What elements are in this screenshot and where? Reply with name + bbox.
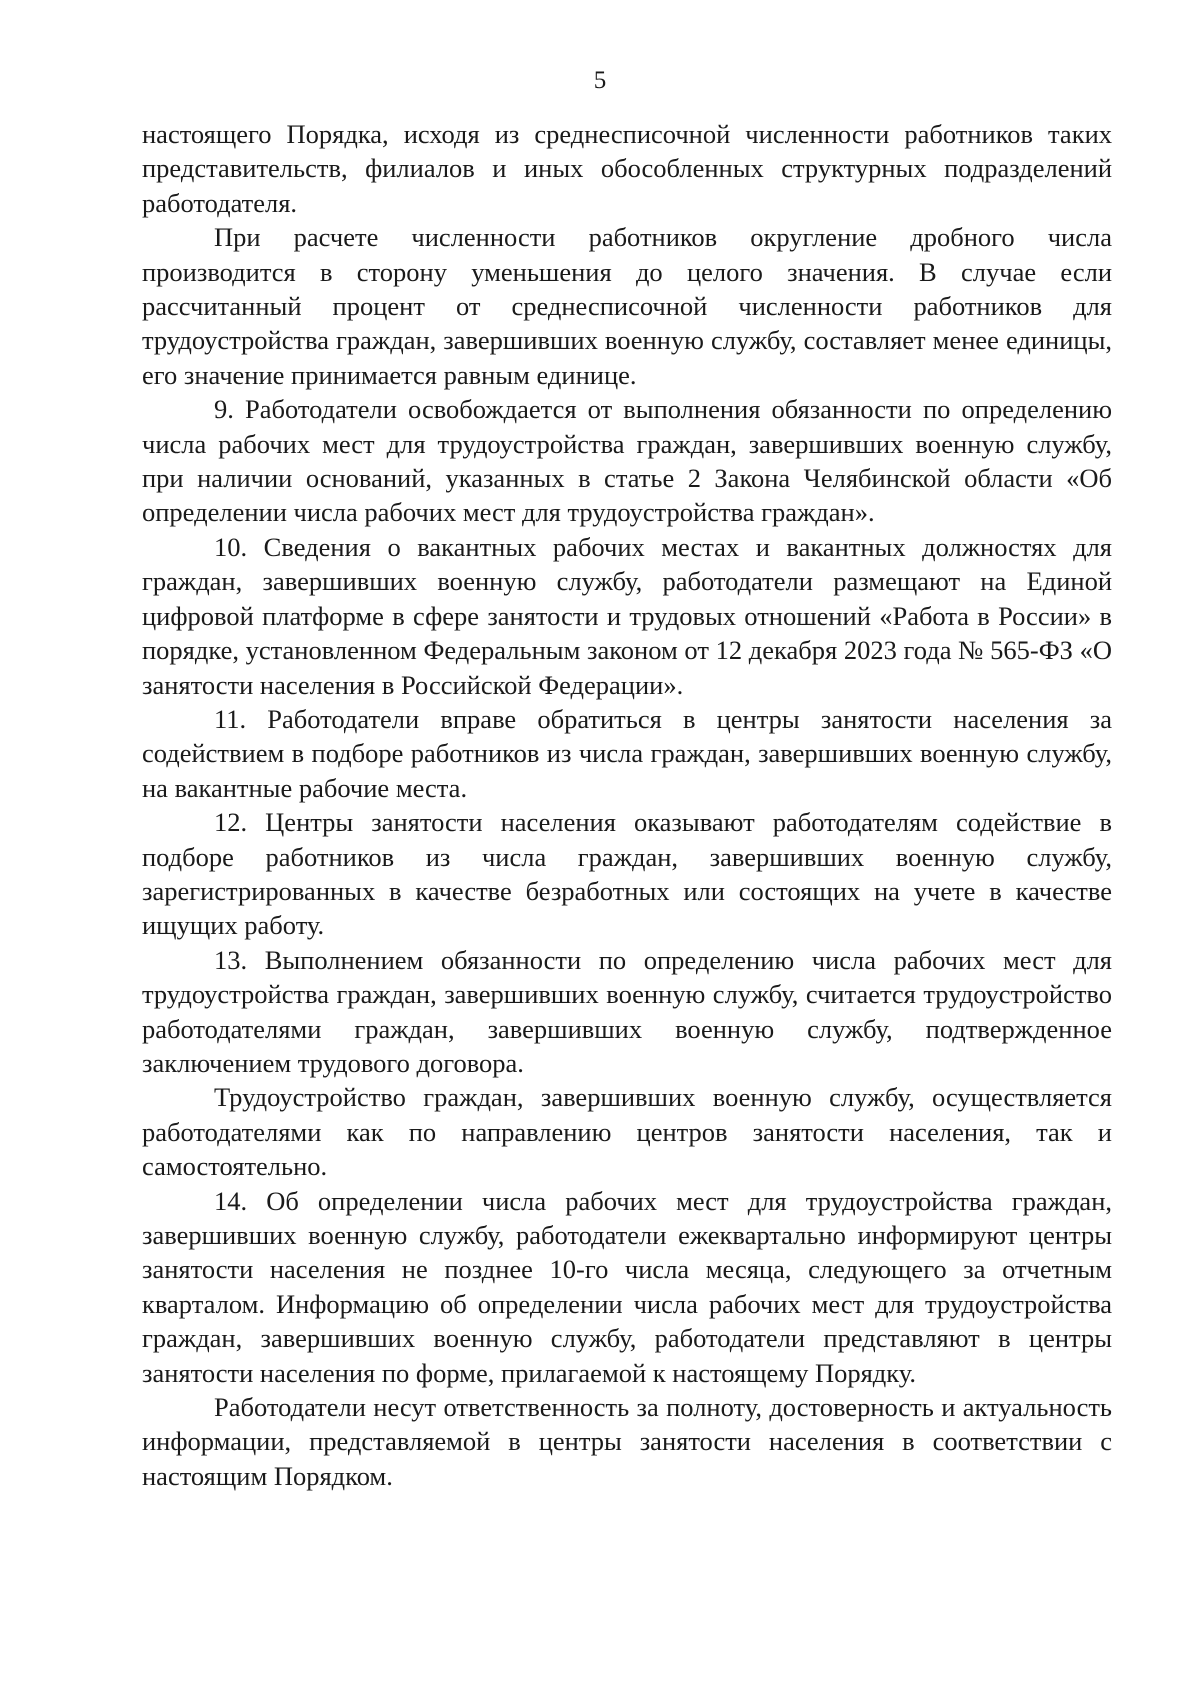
paragraph-continuation: настоящего Порядка, исходя из среднесписочной численности работников таких представительств, филиалов и иных обособленных структурных подразделений работодателя.	[142, 119, 1112, 218]
paragraph-clause-9: 9. Работодатели освобождается от выполнения обязанности по определению числа рабочих мест для трудоустройства граждан, завершивших военную службу, при наличии оснований, указанных в статье 2 Закона Челябинской области «Об определении числа рабочих мест для трудоустройства граждан».	[142, 394, 1112, 528]
document-body	[142, 117, 1112, 1493]
paragraph-responsibility: Работодатели несут ответственность за полноту, достоверность и актуальность информации, представляемой в центры занятости населения в соответствии с настоящим Порядком.	[142, 1392, 1112, 1491]
paragraph-clause-13: 13. Выполнением обязанности по определению числа рабочих мест для трудоустройства граждан, завершивших военную службу, считается трудоустройство работодателями граждан, завершивших военную службу, подтвержденное заключением трудового договора.	[142, 944, 1112, 1078]
page-number: 5	[593, 67, 607, 94]
paragraph-clause-10: 10. Сведения о вакантных рабочих местах и вакантных должностях для граждан, завершивших военную службу, работодатели размещают на Единой цифровой платформе в сфере занятости и трудовых отношений «Работа в России» в порядке, установленном Федеральным законом от 12 декабря 2023 года № 565-ФЗ «О занятости населения в Российской Федерации».	[142, 531, 1112, 700]
paragraph-rounding-rule: При расчете численности работников округление дробного числа производится в сторону уменьшения до целого значения. В случае если рассчитанный процент от среднесписочной численности работников для трудоустройства граждан, завершивших военную службу, составляет менее единицы, его значение принимается равным единице.	[142, 222, 1112, 390]
paragraph-clause-12: 12. Центры занятости населения оказывают работодателям содействие в подборе работников из числа граждан, завершивших военную службу, зарегистрированных в качестве безработных или состоящих на учете в качестве ищущих работу.	[142, 807, 1112, 941]
paragraph-clause-11: 11. Работодатели вправе обратиться в центры занятости населения за содействием в подборе работников из числа граждан, завершивших военную службу, на вакантные рабочие места.	[142, 703, 1112, 803]
paragraph-clause-14: 14. Об определении числа рабочих мест для трудоустройства граждан, завершивших военную службу, работодатели ежеквартально информируют центры занятости населения не позднее 10-го числа месяца, следующего за отчетным кварталом. Информацию об определении числа рабочих мест для трудоустройства граждан, завершивших военную службу, работодатели представляют в центры занятости населения по форме, прилагаемой к настоящему Порядку.	[142, 1185, 1112, 1388]
paragraph-employment-methods: Трудоустройство граждан, завершивших военную службу, осуществляется работодателями как по направлению центров занятости населения, так и самостоятельно.	[142, 1082, 1112, 1182]
